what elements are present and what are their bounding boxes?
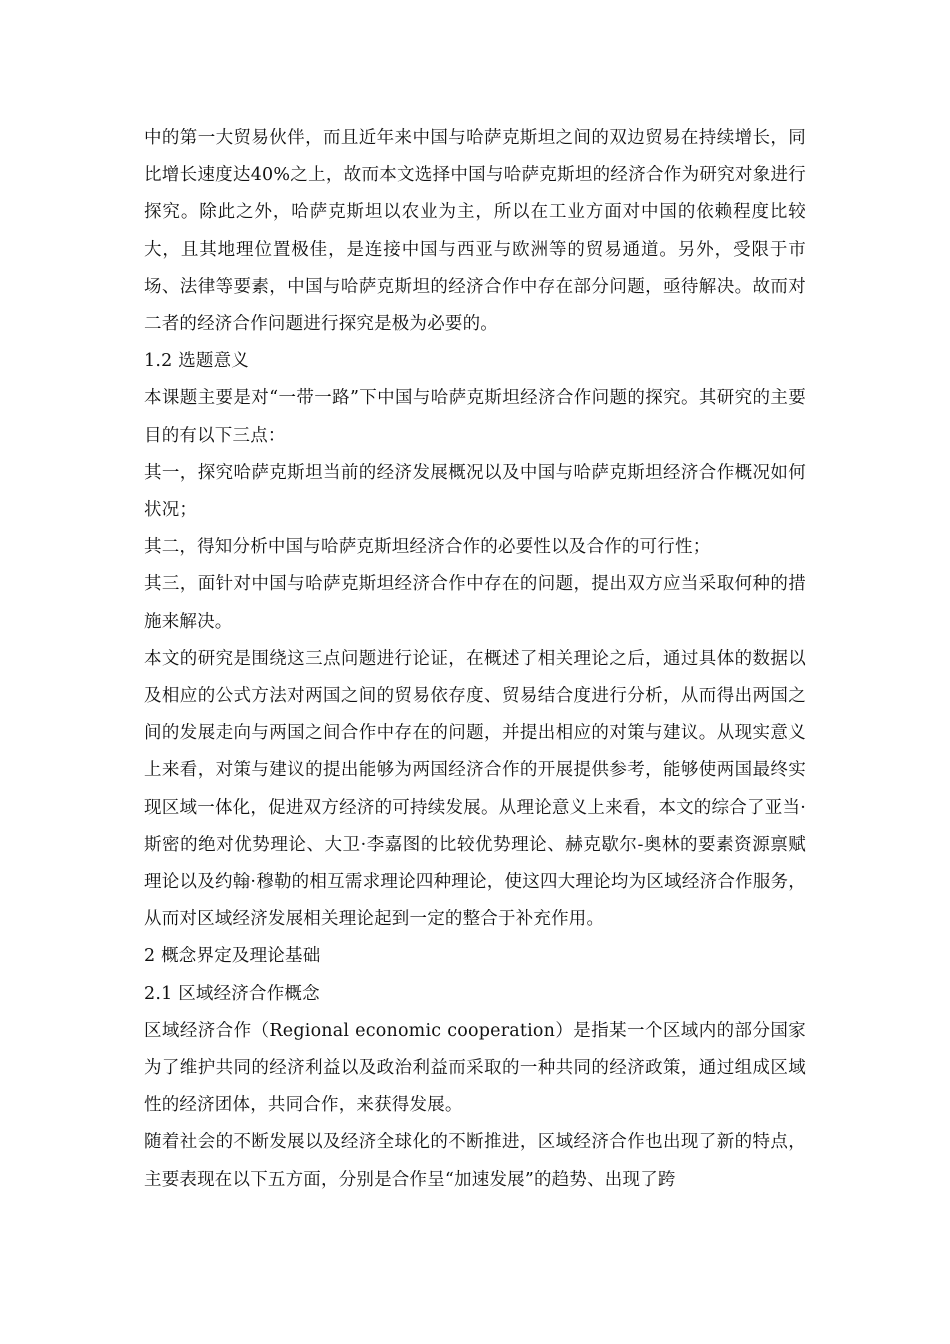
document-body xyxy=(144,120,806,1199)
paragraph-research: 本文的研究是围绕这三点问题进行论证，在概述了相关理论之后，通过具体的数据以及相应的公式方法对两国之间的贸易依存度、贸易结合度进行分析，从而得出两国之间的发展走向与两国之间合作中存在的问题，并提出相应的对策与建议。从现实意义上来看，对策与建议的提出能够为两国经济合作的开展提供参考，能够使两国最终实现区域一体化，促进双方经济的可持续发展。从理论意义上来看，本文的综合了亚当·斯密的绝对优势理论、大卫·李嘉图的比较优势理论、赫克歇尔-奥林的要素资源禀赋理论以及约翰·穆勒的相互需求理论四种理论，使这四大理论均为区域经济合作服务，从而对区域经济发展相关理论起到一定的整合于补充作用。 xyxy=(144,648,806,930)
paragraph-definition: 区域经济合作（Regional economic cooperation）是指某一个区域内的部分国家为了维护共同的经济利益以及政治利益而采取的一种共同的经济政策，通过组成区域性的经济团体，共同合作，来获得发展。 xyxy=(144,1020,806,1116)
paragraph-point-1: 其一，探究哈萨克斯坦当前的经济发展概况以及中国与哈萨克斯坦经济合作概况如何状况； xyxy=(144,462,806,521)
paragraph-purpose: 本课题主要是对“一带一路”下中国与哈萨克斯坦经济合作问题的探究。其研究的主要目的有以下三点： xyxy=(144,388,806,446)
paragraph-intro: 中的第一大贸易伙伴，而且近年来中国与哈萨克斯坦之间的双边贸易在持续增长，同比增长速度达40%之上，故而本文选择中国与哈萨克斯坦的经济合作为研究对象进行探究。除此之外，哈萨克斯坦以农业为主，所以在工业方面对中国的依赖程度比较大，且其地理位置极佳，是连接中国与西亚与欧洲等的贸易通道。另外，受限于市场、法律等要素，中国与哈萨克斯坦的经济合作中存在部分问题，亟待解决。故而对二者的经济合作问题进行探究是极为必要的。 xyxy=(144,128,806,335)
section-heading-2-1: 2.1 区域经济合作概念 xyxy=(144,983,320,1004)
section-heading-1-2: 1.2 选题意义 xyxy=(144,351,249,372)
paragraph-features: 随着社会的不断发展以及经济全球化的不断推进，区域经济合作也出现了新的特点，主要表现在以下五方面，分别是合作呈“加速发展”的趋势、出现了跨 xyxy=(144,1132,806,1190)
section-heading-2: 2 概念界定及理论基础 xyxy=(144,946,321,967)
paragraph-point-2: 其二，得知分析中国与哈萨克斯坦经济合作的必要性以及合作的可行性； xyxy=(144,537,711,558)
paragraph-point-3: 其三，面针对中国与哈萨克斯坦经济合作中存在的问题，提出双方应当采取何种的措施来解决。 xyxy=(144,574,806,632)
